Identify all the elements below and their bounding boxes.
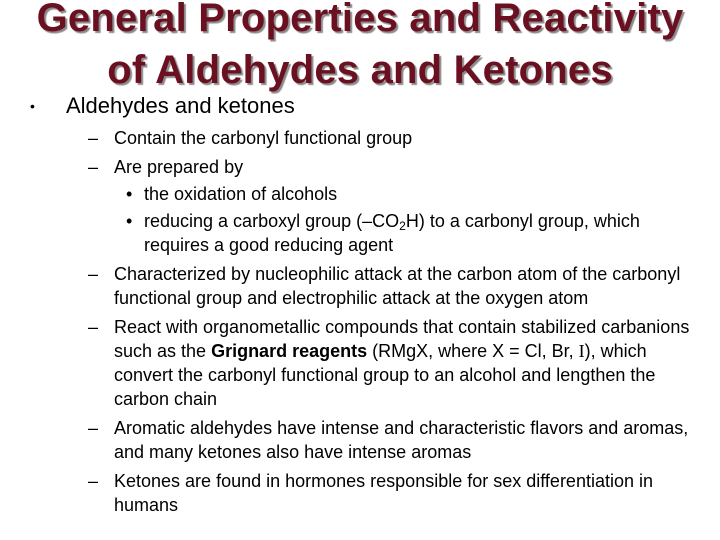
dash-icon: – [88, 418, 99, 438]
bullet-dot-icon: • [126, 211, 133, 231]
sub-bullet-list [88, 126, 708, 522]
item-text-a: React with organometallic compounds that contain stabilized carbanions such as the [114, 317, 690, 361]
item-text: Contain the carbonyl functional group [114, 128, 413, 148]
subscript: 2 [399, 219, 406, 233]
grignard-term: Grignard reagents [211, 341, 368, 361]
list-item [88, 416, 708, 464]
title-line-1: General Properties and Reactivity [36, 0, 684, 40]
item-text-c: ), which convert the carbonyl functional group to an alcohol and lengthen the carbon chain [114, 341, 656, 409]
bullet-dot-icon: • [30, 98, 35, 114]
nested-list-item [114, 182, 708, 206]
list-item [88, 469, 708, 517]
iodine-symbol: I [578, 341, 585, 361]
dash-icon: – [88, 471, 99, 491]
item-text: Characterized by nucleophilic attack at the carbon atom of the carbonyl functional group and electrophilic attack at the oxygen atom [114, 264, 681, 308]
main-bullet-text: Aldehydes and ketones [66, 93, 295, 118]
list-item [88, 315, 708, 411]
item-text-b: H) to a carbonyl group, which requires a good reducing agent [144, 211, 640, 255]
dash-icon: – [88, 157, 99, 177]
dash-icon: – [88, 128, 99, 148]
item-text-a: reducing a carboxyl group (–CO [144, 211, 400, 231]
item-text: the oxidation of alcohols [144, 184, 338, 204]
nested-list [114, 182, 708, 257]
item-text: Ketones are found in hormones responsible for sex differentiation in humans [114, 471, 653, 515]
list-item [88, 126, 708, 150]
nested-list-item [114, 209, 708, 257]
item-text: Are prepared by [114, 157, 244, 177]
item-text: Aromatic aldehydes have intense and characteristic flavors and aromas, and many ketones also have intense aromas [114, 418, 689, 462]
list-item [88, 262, 708, 310]
item-text-b: (RMgX, where X = Cl, Br, [367, 341, 579, 361]
list-item [88, 155, 708, 257]
slide-title [0, 0, 720, 96]
bullet-dot-icon: • [126, 184, 133, 204]
dash-icon: – [88, 317, 99, 337]
title-line-2: of Aldehydes and Ketones [107, 48, 613, 92]
dash-icon: – [88, 264, 99, 284]
